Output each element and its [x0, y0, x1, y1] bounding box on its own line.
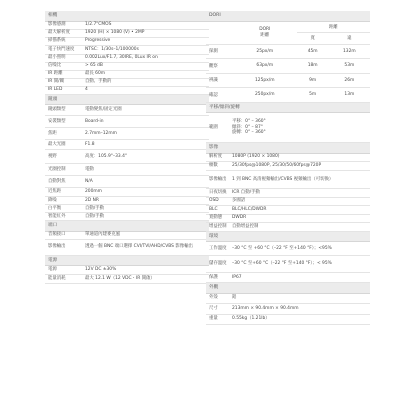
dori-head-group: 距離	[297, 22, 370, 33]
spec-label: 焦距	[48, 130, 57, 136]
spec-value: 0.55kg（1.21lb）	[232, 316, 270, 321]
spec-label: BLC	[209, 206, 218, 212]
spec-value: 高度：105.9°–33.4°	[85, 153, 128, 159]
dori-row	[206, 59, 370, 74]
spec-label: OSD	[209, 198, 219, 204]
spec-row	[45, 240, 209, 256]
spec-row	[206, 215, 370, 224]
spec-label: 保護	[209, 274, 218, 280]
dori-row	[206, 44, 370, 59]
dori-head-tele: 遠	[329, 32, 370, 44]
dori-density: 25px/m	[233, 44, 297, 59]
dori-level: 確認	[206, 88, 233, 103]
spec-value: 12V DC ±30%	[85, 267, 117, 272]
spec-value: 1920 (H) × 1080 (V) • 2MP	[85, 30, 145, 35]
dori-wide: 9m	[297, 73, 329, 88]
dori-row	[206, 88, 370, 103]
spec-label: IR 距離	[48, 71, 63, 76]
spec-row	[45, 176, 209, 188]
dori-density: 250px/m	[233, 88, 297, 103]
spec-label: 智能紅外	[48, 213, 66, 219]
spec-row	[45, 79, 209, 87]
spec-row	[45, 140, 209, 150]
spec-label: 信噪比	[48, 63, 62, 68]
spec-row	[206, 198, 370, 207]
spec-value: 200mm	[85, 189, 102, 194]
dori-head-blank	[206, 22, 233, 45]
dori-row	[206, 73, 370, 88]
section-header: DORI	[206, 11, 370, 22]
spec-label: 最大光圈	[48, 141, 66, 147]
spec-value: 2.7mm–12mm	[85, 130, 117, 136]
spec-value: 最大 12.1 W（12 VDC・IR 開啟）	[85, 276, 155, 281]
left-spec-column	[45, 11, 209, 284]
spec-label: 影像輸出	[209, 176, 227, 182]
spec-value: 1/2.7"CMOS	[85, 22, 112, 27]
spec-label: 範圍	[209, 124, 218, 130]
spec-row	[206, 113, 370, 143]
dori-wide: 18m	[297, 59, 329, 74]
spec-row	[45, 38, 209, 46]
dori-tele: 13m	[329, 88, 370, 103]
spec-row	[45, 71, 209, 79]
spec-row	[45, 266, 209, 275]
section-header: 端口	[45, 221, 209, 232]
spec-label: 光圈控制	[48, 166, 66, 172]
dori-level: 探測	[206, 44, 233, 59]
spec-row	[45, 128, 209, 140]
spec-row	[45, 87, 209, 95]
spec-value: 自動增益控制	[232, 223, 259, 229]
spec-value: NTSC：1/30s–1/100000s	[85, 46, 139, 52]
dori-head-distance: DORI 距離	[233, 22, 297, 45]
spec-row	[45, 213, 209, 221]
spec-row	[45, 116, 209, 128]
spec-label: 電子快門速度	[48, 46, 75, 52]
spec-row	[206, 294, 370, 304]
spec-value: 213mm × 90.4mm × 90.4mm	[232, 305, 299, 311]
spec-label: 日夜切換	[209, 189, 227, 195]
spec-row	[45, 63, 209, 71]
spec-label: 最大解析度	[48, 30, 70, 35]
spec-row	[206, 242, 370, 256]
spec-label: 寬動態	[209, 215, 223, 221]
section-header: 環境	[206, 232, 370, 243]
spec-value: 最長 60m	[85, 71, 106, 76]
ptz-line: 平移：0° – 360°	[232, 119, 266, 125]
spec-row	[206, 315, 370, 325]
spec-value: 0.002Lux/F1.7, 30IRE, 0Lux IR on	[85, 55, 158, 60]
dori-wide: 45m	[297, 44, 329, 59]
spec-row	[45, 232, 209, 240]
spec-label: IR LED	[48, 87, 63, 92]
section-header: 平移/傾斜/旋轉	[206, 103, 370, 114]
section-header: 相機	[45, 11, 209, 22]
spec-label: 自動對焦	[48, 178, 66, 184]
spec-value: 自動/手動	[85, 205, 105, 211]
spec-label: 降噪	[48, 197, 57, 203]
spec-value: > 65 dB	[85, 63, 103, 68]
right-spec-column	[206, 11, 370, 325]
spec-row	[45, 275, 209, 284]
spec-label: 儲存溫度	[209, 261, 227, 266]
section-header: 外觀	[206, 283, 370, 294]
spec-row	[45, 150, 209, 164]
dori-tele: 53m	[329, 59, 370, 74]
spec-label: 近焦距	[48, 189, 62, 194]
spec-label: 增益控制	[209, 223, 227, 229]
spec-label: 掃描系統	[48, 38, 66, 43]
spec-row	[45, 105, 209, 116]
spec-row	[45, 197, 209, 205]
spec-row	[45, 188, 209, 197]
ptz-line: 旋轉：0° – 360°	[232, 130, 266, 136]
spec-row	[45, 164, 209, 176]
dori-density: 125px/m	[233, 73, 297, 88]
spec-label: 影像輸出	[48, 244, 66, 249]
spec-label: 解析度	[209, 154, 223, 160]
spec-label: 幀數	[209, 163, 218, 168]
spec-value: 多國語	[232, 198, 246, 204]
spec-value: F1.8	[85, 141, 95, 147]
spec-value: 2D NR	[85, 197, 99, 203]
spec-value: 透過一個 BNC 端口選擇 CVI/TVI/AHD/CVBS 影像輸出	[85, 244, 193, 250]
dori-level: 辨識	[206, 73, 233, 88]
dori-tele: 26m	[329, 73, 370, 88]
dori-head-wide: 寬	[297, 32, 329, 44]
dori-wide: 5m	[297, 88, 329, 103]
spec-row	[206, 171, 370, 189]
section-header: 影像	[206, 143, 370, 154]
dori-level: 觀察	[206, 59, 233, 74]
spec-label: 尺寸	[209, 305, 218, 311]
spec-label: 重量	[209, 316, 218, 321]
spec-value	[232, 118, 370, 137]
spec-value: IP67	[232, 274, 242, 280]
spec-row	[45, 30, 209, 38]
spec-value: 自動/手動	[85, 213, 105, 219]
spec-row	[206, 189, 370, 198]
spec-value: 25/30fps@1080P, 25/30/50/60fps@720P	[232, 163, 322, 168]
spec-value: N/A	[85, 178, 93, 184]
spec-value: 4	[85, 87, 88, 92]
spec-row	[45, 205, 209, 213]
spec-label: 電源	[48, 267, 57, 272]
spec-row	[45, 22, 209, 30]
spec-label: 工作溫度	[209, 245, 227, 251]
spec-label: 鏡頭類型	[48, 107, 66, 112]
spec-value: Progressive	[85, 38, 111, 43]
spec-value: –30 °C 至 +60 °C（–22 °F 至+140 °F）；<95%	[232, 245, 332, 251]
spec-row	[206, 273, 370, 283]
spec-label: IR 開/關	[48, 79, 65, 84]
section-header: 電源	[45, 256, 209, 267]
spec-row	[206, 304, 370, 315]
spec-row	[206, 154, 370, 163]
spec-row	[45, 55, 209, 63]
spec-value: 單通道內建麥克風	[85, 232, 121, 237]
spec-value: 1 到 BNC 高清視頻輸出/CVBS 視頻輸出（可切換）	[232, 176, 334, 182]
spec-value: 1080P (1920 × 1080)	[232, 154, 280, 160]
spec-label: 音頻接口	[48, 232, 66, 237]
spec-label: 能量消耗	[48, 276, 66, 281]
dori-density: 63px/m	[233, 59, 297, 74]
spec-label: 最小照明	[48, 55, 66, 60]
dori-tele: 132m	[329, 44, 370, 59]
spec-label: 視野	[48, 153, 57, 159]
spec-row	[206, 206, 370, 215]
spec-value: 鋁	[232, 295, 237, 300]
spec-value: DWDR	[232, 215, 247, 221]
spec-label: 白平衡	[48, 205, 62, 211]
spec-value: ICR 自動/手動	[232, 189, 260, 195]
spec-value: Board-in	[85, 118, 104, 124]
spec-label: 外殼	[209, 295, 218, 300]
spec-value: 電動變焦/固定光圈	[85, 107, 122, 112]
ptz-line: 傾斜：0° – 87°	[232, 124, 263, 130]
spec-label: 安裝類型	[48, 118, 66, 124]
spec-value: –30 °C 至+60 °C（–22 °F 至+140 °F）；< 95%	[232, 261, 332, 267]
spec-row	[206, 223, 370, 232]
dori-table	[206, 22, 370, 103]
section-header: 鏡頭	[45, 95, 209, 106]
spec-row	[206, 256, 370, 273]
spec-row	[45, 46, 209, 55]
spec-value: 自動、手動的	[85, 79, 112, 84]
spec-value: BLC/HLC/DWDR	[232, 206, 267, 212]
spec-value: 電動	[85, 166, 94, 172]
spec-row	[206, 162, 370, 171]
spec-label: 影像感測	[48, 22, 66, 27]
